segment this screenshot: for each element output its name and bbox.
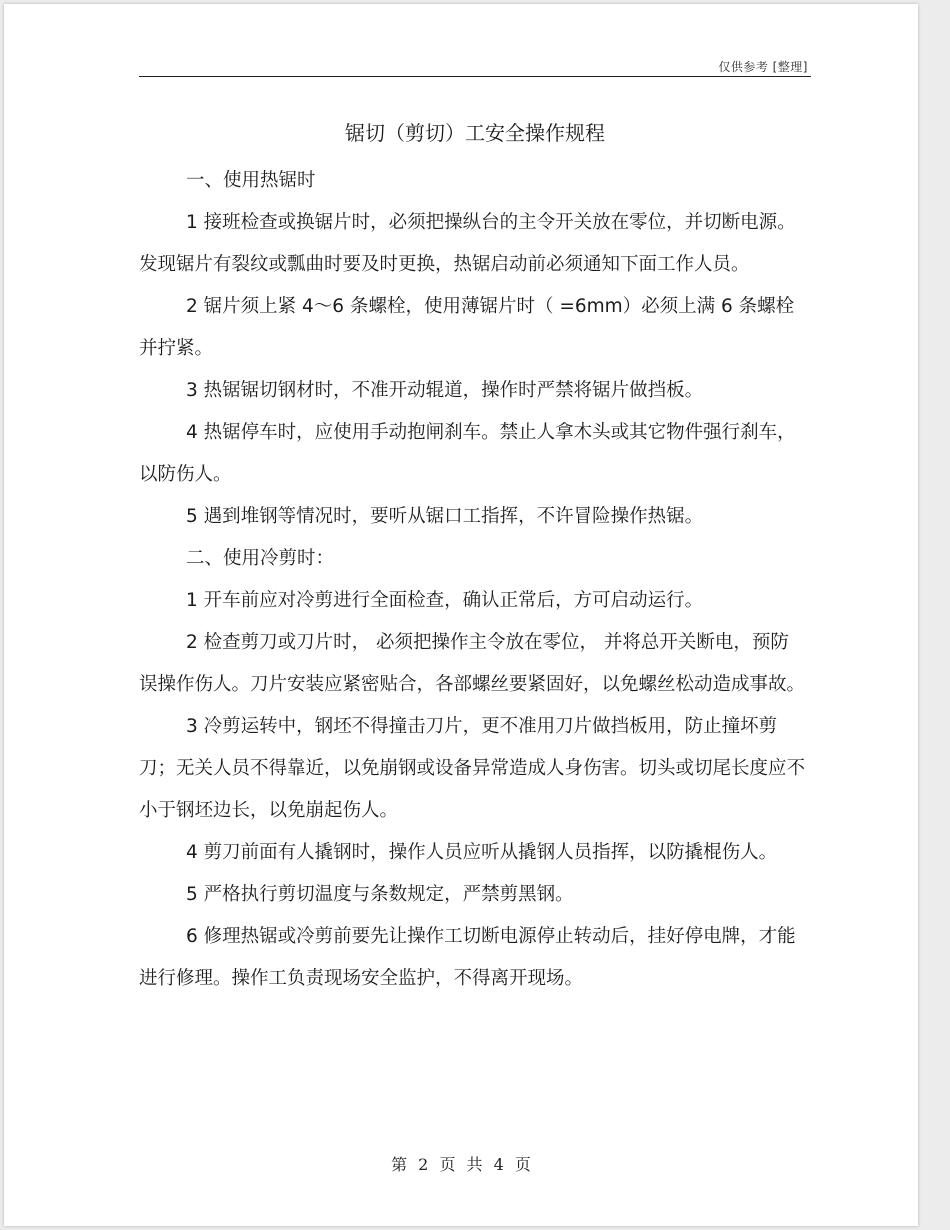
header-note: 仅供参考 [整理] [718, 60, 808, 74]
paragraph: 1 开车前应对冷剪进行全面检查，确认正常后，方可启动运行。 [186, 590, 704, 611]
document-page [4, 4, 918, 1226]
paragraph: 3 热锯锯切钢材时，不准开动辊道，操作时严禁将锯片做挡板。 [186, 380, 704, 401]
section-heading-hot-saw: 一、使用热锯时 [186, 170, 316, 191]
page-number: 第 2 页 共 4 页 [391, 1155, 531, 1174]
section-heading-cold-shear: 二、使用冷剪时： [186, 548, 335, 569]
paragraph: 4 热锯停车时，应使用手动抱闸刹车。禁止人拿木头或其它物件强行刹车，以防伤人。 [139, 422, 796, 485]
header-divider [139, 76, 811, 77]
document-title: 锯切（剪切）工安全操作规程 [345, 121, 605, 145]
paragraph: 2 检查剪刀或刀片时， 必须把操作主令放在零位， 并将总开关断电，预防误操作伤人。刀片安装应紧密贴合，各部螺丝要紧固好，以免螺丝松动造成事故。 [139, 632, 806, 695]
paragraph: 6 修理热锯或冷剪前要先让操作工切断电源停止转动后，挂好停电牌，才能进行修理。操作工负责现场安全监护，不得离开现场。 [139, 926, 796, 989]
paragraph: 5 遇到堆钢等情况时，要听从锯口工指挥，不许冒险操作热锯。 [186, 506, 704, 527]
paragraph: 2 锯片须上紧 4～6 条螺栓，使用薄锯片时（ =6mm）必须上满 6 条螺栓并拧紧。 [139, 296, 795, 359]
paragraph: 4 剪刀前面有人撬钢时，操作人员应听从撬钢人员指挥，以防撬棍伤人。 [186, 842, 778, 863]
paragraph: 1 接班检查或换锯片时，必须把操纵台的主令开关放在零位，并切断电源。发现锯片有裂纹或瓢曲时要及时更换，热锯启动前必须通知下面工作人员。 [139, 212, 796, 275]
document-body [139, 160, 807, 1000]
paragraph: 5 严格执行剪切温度与条数规定，严禁剪黑钢。 [186, 884, 574, 905]
paragraph: 3 冷剪运转中，钢坯不得撞击刀片，更不准用刀片做挡板用，防止撞坏剪刀；无关人员不得靠近，以免崩钢或设备异常造成人身伤害。切头或切尾长度应不小于钢坯边长，以免崩起伤人。 [139, 716, 806, 821]
